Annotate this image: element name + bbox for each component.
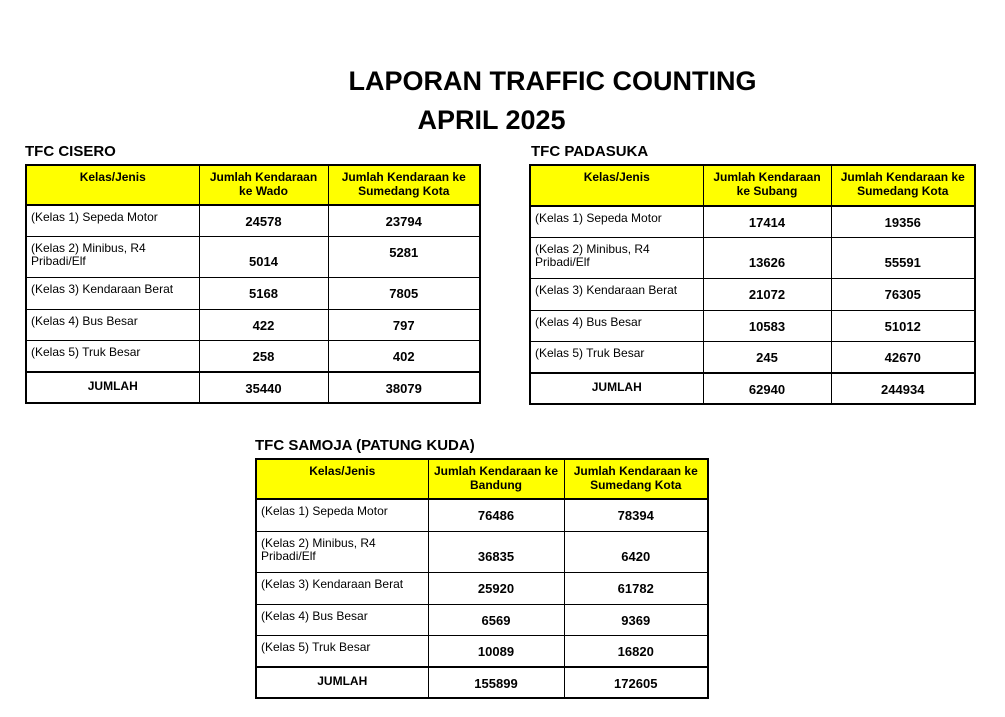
table-row [26, 205, 480, 236]
row-label: (Kelas 3) Kendaraan Berat [530, 278, 703, 310]
table-row [26, 236, 480, 277]
traffic-table-padasuka [529, 164, 976, 405]
row-value-1: 13626 [703, 237, 831, 278]
header-direction-2: Jumlah Kendaraan ke Sumedang Kota [328, 165, 480, 205]
table-row [26, 277, 480, 309]
header-kelas-jenis: Kelas/Jenis [530, 165, 703, 206]
row-value-2: 76305 [831, 278, 975, 310]
row-value-1: 17414 [703, 206, 831, 237]
table-header-row [256, 459, 708, 499]
row-value-2: 6420 [564, 531, 708, 572]
row-value-1: 76486 [428, 499, 564, 531]
row-label: (Kelas 5) Truk Besar [26, 340, 199, 372]
report-period: APRIL 2025 [417, 105, 566, 135]
row-label: (Kelas 5) Truk Besar [530, 341, 703, 373]
table-row [26, 309, 480, 340]
section-title: TFC CISERO [25, 143, 116, 160]
header-direction-1: Jumlah Kendaraan ke Wado [199, 165, 328, 205]
table-total-row [256, 667, 708, 698]
header-direction-1: Jumlah Kendaraan ke Subang [703, 165, 831, 206]
row-value-1: 24578 [199, 205, 328, 236]
section-title: TFC PADASUKA [531, 143, 649, 160]
row-label: (Kelas 4) Bus Besar [530, 310, 703, 341]
table-row [530, 206, 975, 237]
row-value-1: 5014 [199, 236, 328, 277]
row-value-2: 797 [328, 309, 480, 340]
row-label: (Kelas 1) Sepeda Motor [256, 499, 428, 531]
row-value-2: 402 [328, 340, 480, 372]
row-value-2: 9369 [564, 604, 708, 635]
total-value-2: 38079 [328, 372, 480, 403]
row-label: (Kelas 3) Kendaraan Berat [26, 277, 199, 309]
table-row [530, 278, 975, 310]
row-value-2: 51012 [831, 310, 975, 341]
table-total-row [530, 373, 975, 404]
total-value-1: 62940 [703, 373, 831, 404]
row-value-1: 10583 [703, 310, 831, 341]
traffic-table-samoja [255, 458, 709, 699]
section-tfc-padasuka [529, 143, 976, 405]
traffic-table-cisero [25, 164, 481, 404]
row-value-1: 245 [703, 341, 831, 373]
row-value-2: 78394 [564, 499, 708, 531]
header-direction-2: Jumlah Kendaraan ke Sumedang Kota [831, 165, 975, 206]
table-row [256, 531, 708, 572]
row-label: (Kelas 2) Minibus, R4 Pribadi/Elf [256, 531, 428, 572]
row-value-2: 61782 [564, 572, 708, 604]
section-tfc-samoja [255, 437, 709, 699]
row-label: (Kelas 2) Minibus, R4 Pribadi/Elf [26, 236, 199, 277]
row-value-2: 42670 [831, 341, 975, 373]
total-value-1: 35440 [199, 372, 328, 403]
row-value-2: 23794 [328, 205, 480, 236]
table-row [26, 340, 480, 372]
table-total-row [26, 372, 480, 403]
table-row [256, 604, 708, 635]
total-label: JUMLAH [26, 372, 199, 403]
row-label: (Kelas 2) Minibus, R4 Pribadi/Elf [530, 237, 703, 278]
header-kelas-jenis: Kelas/Jenis [26, 165, 199, 205]
row-value-1: 6569 [428, 604, 564, 635]
header-kelas-jenis: Kelas/Jenis [256, 459, 428, 499]
row-label: (Kelas 5) Truk Besar [256, 635, 428, 667]
table-row [530, 310, 975, 341]
header-direction-2: Jumlah Kendaraan ke Sumedang Kota [564, 459, 708, 499]
table-row [256, 635, 708, 667]
section-tfc-cisero [25, 143, 481, 404]
table-row [256, 572, 708, 604]
section-title: TFC SAMOJA (PATUNG KUDA) [255, 437, 475, 454]
total-label: JUMLAH [256, 667, 428, 698]
row-value-1: 10089 [428, 635, 564, 667]
row-value-1: 258 [199, 340, 328, 372]
total-value-2: 244934 [831, 373, 975, 404]
row-label: (Kelas 1) Sepeda Motor [26, 205, 199, 236]
table-header-row [530, 165, 975, 206]
row-value-1: 36835 [428, 531, 564, 572]
table-row [530, 237, 975, 278]
row-value-1: 422 [199, 309, 328, 340]
row-label: (Kelas 4) Bus Besar [26, 309, 199, 340]
total-value-2: 172605 [564, 667, 708, 698]
row-value-1: 21072 [703, 278, 831, 310]
row-value-2: 55591 [831, 237, 975, 278]
row-label: (Kelas 4) Bus Besar [256, 604, 428, 635]
report-title: LAPORAN TRAFFIC COUNTING [348, 66, 757, 96]
row-value-2: 16820 [564, 635, 708, 667]
row-value-2: 19356 [831, 206, 975, 237]
row-value-2: 7805 [328, 277, 480, 309]
total-value-1: 155899 [428, 667, 564, 698]
table-row [256, 499, 708, 531]
row-value-1: 25920 [428, 572, 564, 604]
total-label: JUMLAH [530, 373, 703, 404]
table-row [530, 341, 975, 373]
row-label: (Kelas 1) Sepeda Motor [530, 206, 703, 237]
row-label: (Kelas 3) Kendaraan Berat [256, 572, 428, 604]
table-header-row [26, 165, 480, 205]
row-value-1: 5168 [199, 277, 328, 309]
row-value-2: 5281 [328, 236, 480, 277]
header-direction-1: Jumlah Kendaraan ke Bandung [428, 459, 564, 499]
